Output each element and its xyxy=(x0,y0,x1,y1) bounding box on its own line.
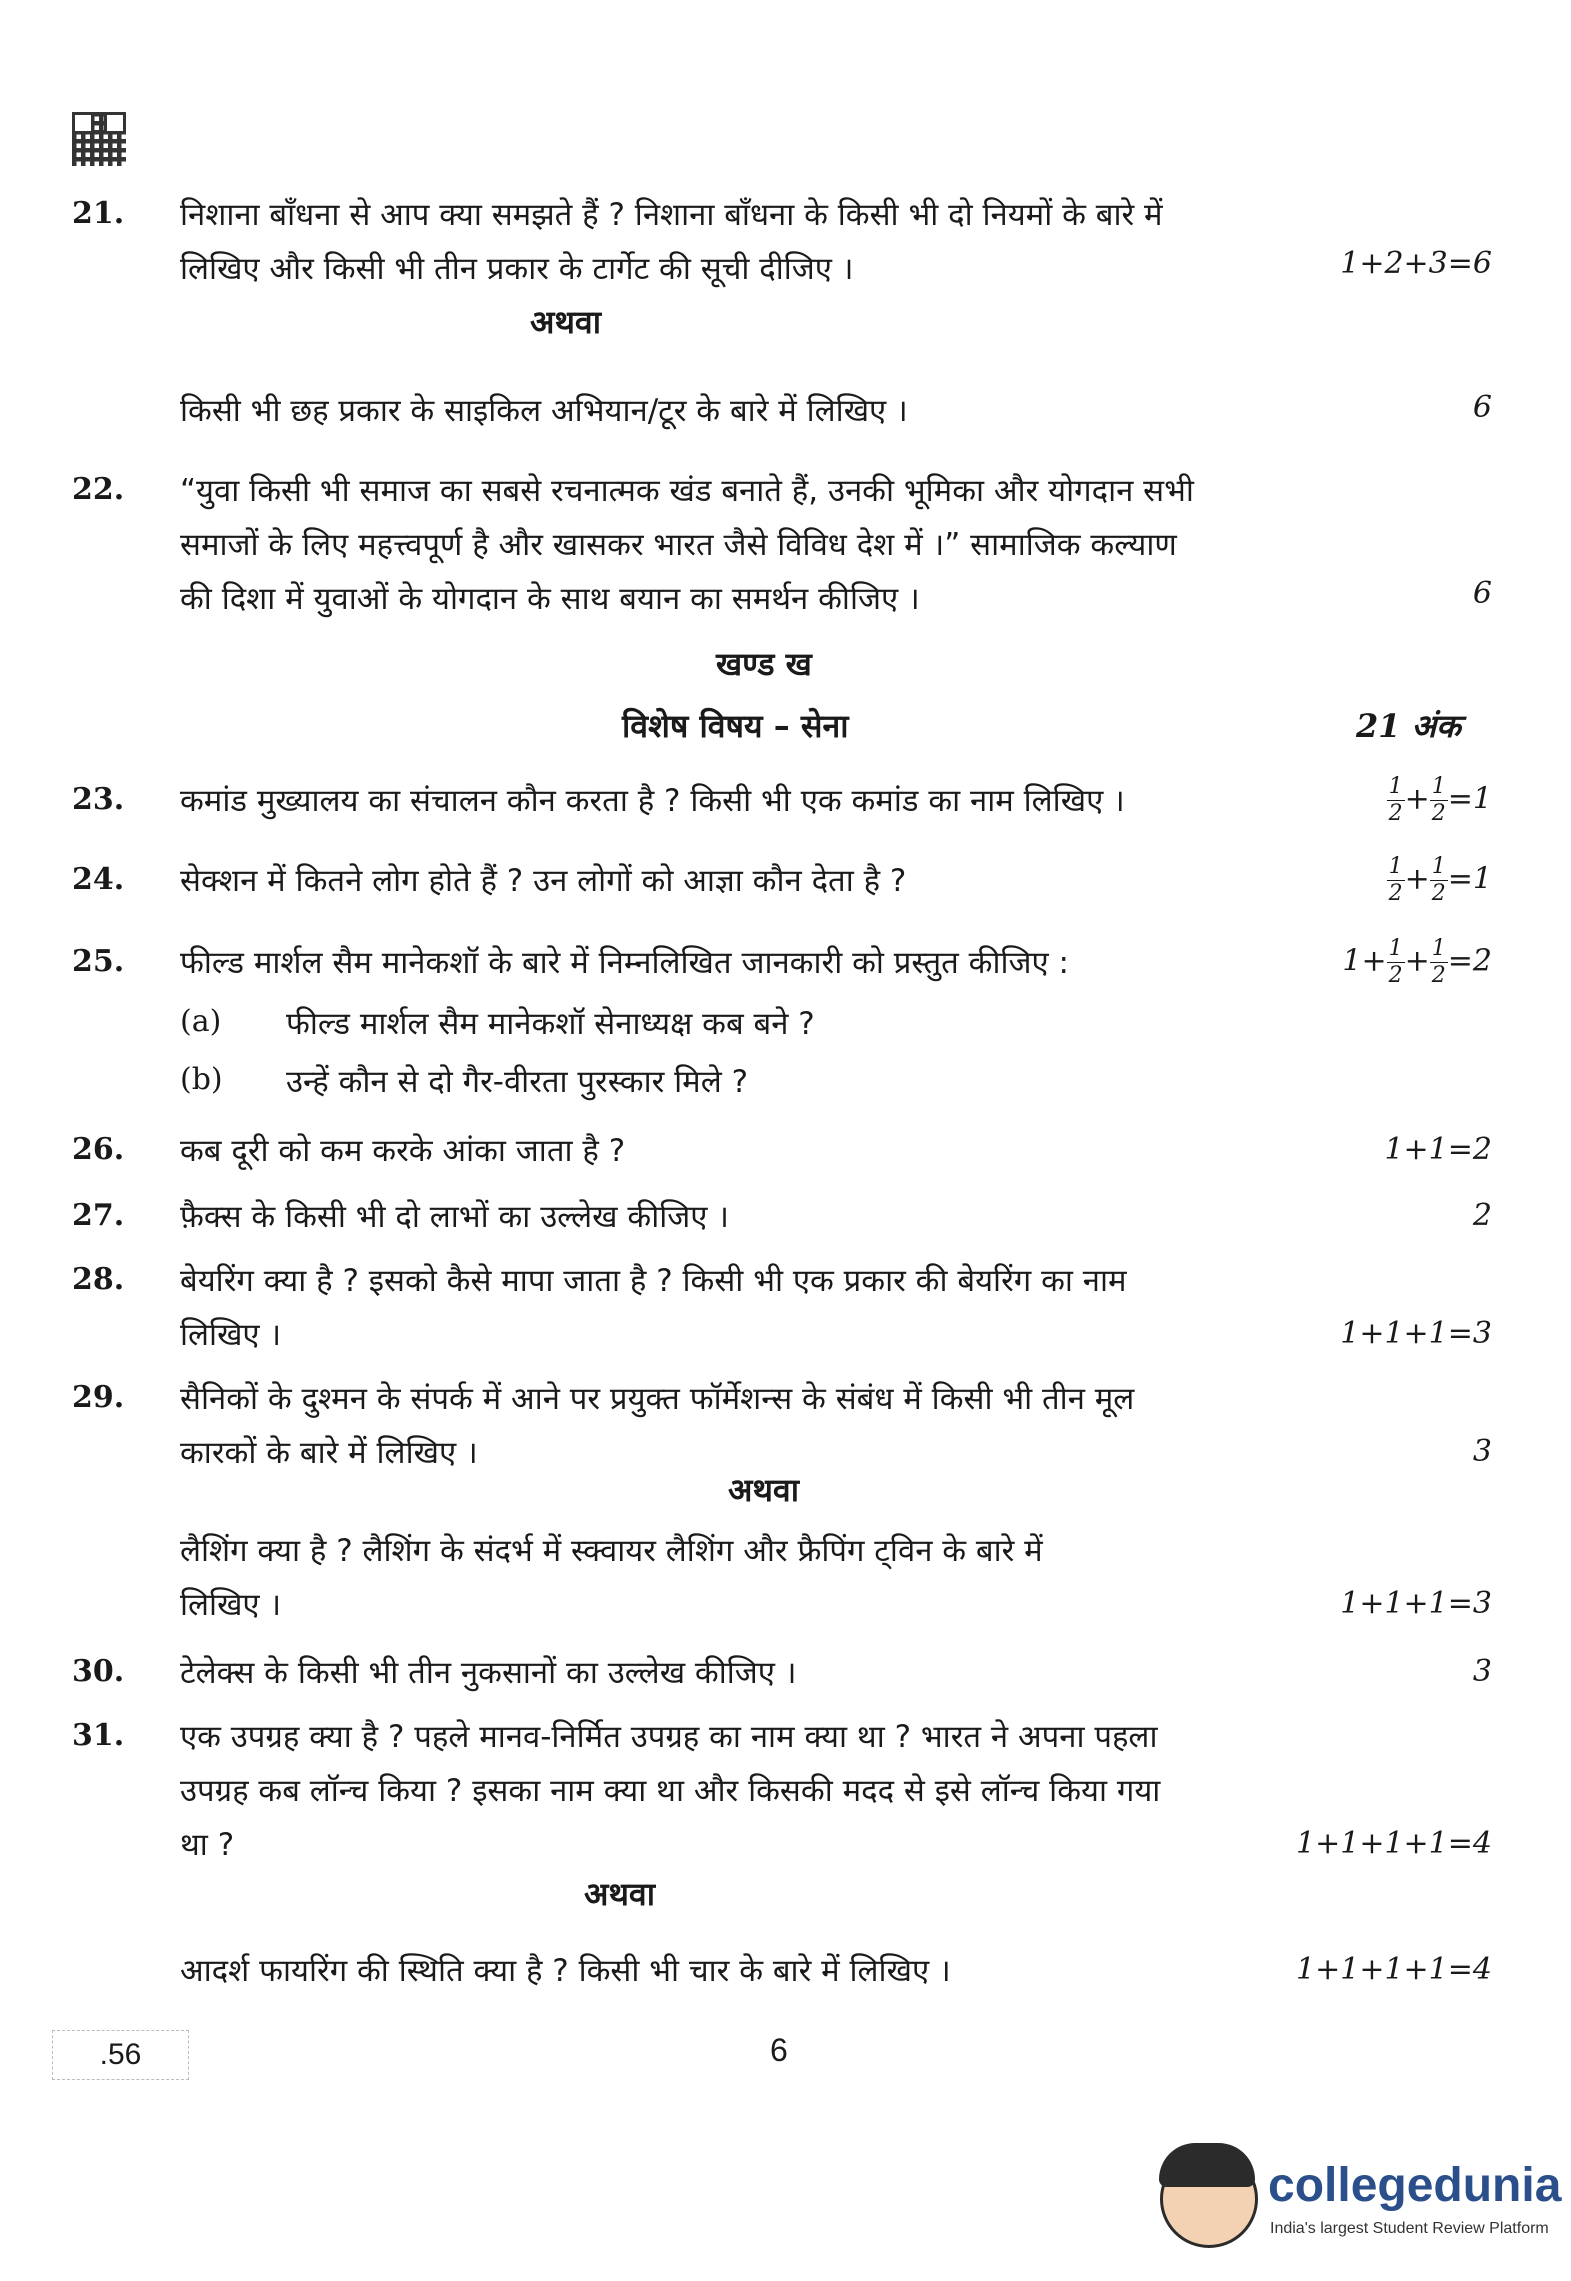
question-line: उपग्रह कब लॉन्च किया ? इसका नाम क्या था और किसकी मदद से इसे लॉन्च किया गया xyxy=(180,1773,1161,1809)
question-marks xyxy=(1342,936,1492,989)
sub-question-text: फील्ड मार्शल सैम मानेकशॉ सेनाध्यक्ष कब बने ? xyxy=(286,1006,815,1042)
qr-code-icon xyxy=(72,112,126,166)
or-label: अथवा xyxy=(584,1875,655,1913)
question-line: बेयरिंग क्या है ? इसको कैसे मापा जाता है ? किसी भी एक प्रकार की बेयरिंग का नाम xyxy=(180,1263,1127,1299)
denominator: 2 xyxy=(1431,963,1446,988)
question-number: 26. xyxy=(72,1132,125,1167)
numerator: 1 xyxy=(1388,936,1403,961)
plus-sign: + xyxy=(1404,943,1430,979)
question-text: कब दूरी को कम करके आंका जाता है ? xyxy=(180,1133,626,1169)
mascot-icon xyxy=(1160,2150,1258,2248)
question-line: की दिशा में युवाओं के योगदान के साथ बयान का समर्थन कीजिए । xyxy=(180,581,920,617)
question-text: सेक्शन में कितने लोग होते हैं ? उन लोगों को आज्ञा कौन देता है ? xyxy=(180,863,907,899)
numerator: 1 xyxy=(1431,936,1446,961)
question-line: “युवा किसी भी समाज का सबसे रचनात्मक खंड बनाते हैं, उनकी भूमिका और योगदान सभी xyxy=(180,473,1194,509)
plus-sign: + xyxy=(1404,781,1430,817)
total: =1 xyxy=(1447,861,1492,897)
fraction xyxy=(1387,774,1405,827)
denominator: 2 xyxy=(1431,881,1446,906)
question-line: निशाना बाँधना से आप क्या समझते हैं ? निशाना बाँधना के किसी भी दो नियमों के बारे में xyxy=(180,197,1163,233)
question-text xyxy=(180,1524,1410,1632)
brand-name: collegedunia xyxy=(1268,2159,1562,2212)
question-marks: 1+1+1+1=4 xyxy=(1296,1952,1492,1987)
question-number: 24. xyxy=(72,862,125,897)
whole-mark: 1+ xyxy=(1342,943,1387,979)
question-marks: 2 xyxy=(1472,1198,1492,1233)
numerator: 1 xyxy=(1388,774,1403,799)
question-line: एक उपग्रह क्या है ? पहले मानव-निर्मित उपग्रह का नाम क्या था ? भारत ने अपना पहला xyxy=(180,1719,1158,1755)
question-marks: 6 xyxy=(1472,576,1492,611)
question-number: 21. xyxy=(72,196,125,231)
fraction xyxy=(1387,936,1405,989)
numerator: 1 xyxy=(1431,854,1446,879)
question-number: 27. xyxy=(72,1198,125,1233)
question-marks xyxy=(1387,774,1492,827)
question-number: 23. xyxy=(72,782,125,817)
question-marks: 1+1+1+1=4 xyxy=(1296,1826,1492,1861)
question-text xyxy=(180,1710,1410,1872)
question-line: कारकों के बारे में लिखिए । xyxy=(180,1435,478,1471)
question-marks: 3 xyxy=(1472,1434,1492,1469)
question-line: समाजों के लिए महत्त्वपूर्ण है और खासकर भारत जैसे विविध देश में ।” सामाजिक कल्याण xyxy=(180,527,1177,563)
question-text: कमांड मुख्यालय का संचालन कौन करता है ? किसी भी एक कमांड का नाम लिखिए । xyxy=(180,783,1125,819)
question-number: 31. xyxy=(72,1718,125,1753)
fraction xyxy=(1430,774,1448,827)
question-marks: 1+1+1=3 xyxy=(1340,1586,1492,1621)
question-line: लिखिए । xyxy=(180,1317,282,1353)
question-number: 22. xyxy=(72,472,125,507)
question-text: फ़ैक्स के किसी भी दो लाभों का उल्लेख कीजिए । xyxy=(180,1199,730,1235)
sub-question-label: (b) xyxy=(180,1062,223,1097)
question-text: फील्ड मार्शल सैम मानेकशॉ के बारे में निम्नलिखित जानकारी को प्रस्तुत कीजिए : xyxy=(180,945,1069,981)
denominator: 2 xyxy=(1388,881,1403,906)
page-number: 6 xyxy=(770,2032,788,2068)
fraction xyxy=(1430,936,1448,989)
total: =2 xyxy=(1447,943,1492,979)
paper-code: .56 xyxy=(52,2030,189,2080)
question-marks: 6 xyxy=(1472,390,1492,425)
question-line: लिखिए । xyxy=(180,1587,282,1623)
question-text: आदर्श फायरिंग की स्थिति क्या है ? किसी भी चार के बारे में लिखिए । xyxy=(180,1953,951,1989)
question-text xyxy=(180,188,1410,296)
plus-sign: + xyxy=(1404,861,1430,897)
sub-question-label: (a) xyxy=(180,1004,222,1039)
denominator: 2 xyxy=(1388,963,1403,988)
question-marks xyxy=(1387,854,1492,907)
numerator: 1 xyxy=(1431,774,1446,799)
fraction xyxy=(1387,854,1405,907)
sub-question-text: उन्हें कौन से दो गैर-वीरता पुरस्कार मिले ? xyxy=(286,1064,749,1100)
or-label: अथवा xyxy=(728,1471,799,1509)
question-text xyxy=(180,1254,1410,1362)
section-subtitle: विशेष विषय – सेना xyxy=(622,707,849,745)
section-title: खण्ड ख xyxy=(716,645,812,683)
question-text: टेलेक्स के किसी भी तीन नुकसानों का उल्लेख कीजिए । xyxy=(180,1655,797,1691)
question-number: 29. xyxy=(72,1380,125,1415)
question-marks: 1+2+3=6 xyxy=(1340,246,1492,281)
question-text: किसी भी छह प्रकार के साइकिल अभियान/टूर के बारे में लिखिए । xyxy=(180,393,908,429)
question-text xyxy=(180,1372,1410,1480)
section-marks: 21 अंक xyxy=(1356,707,1461,745)
question-number: 28. xyxy=(72,1262,125,1297)
denominator: 2 xyxy=(1388,801,1403,826)
total: =1 xyxy=(1447,781,1492,817)
question-text xyxy=(180,464,1410,626)
question-number: 30. xyxy=(72,1654,125,1689)
or-label: अथवा xyxy=(530,303,601,341)
question-number: 25. xyxy=(72,944,125,979)
fraction xyxy=(1430,854,1448,907)
question-marks: 1+1+1=3 xyxy=(1340,1316,1492,1351)
question-line: लैशिंग क्या है ? लैशिंग के संदर्भ में स्क्वायर लैशिंग और फ्रैपिंग ट्विन के बारे में xyxy=(180,1533,1043,1569)
question-line: सैनिकों के दुश्मन के संपर्क में आने पर प्रयुक्त फॉर्मेशन्स के संबंध में किसी भी तीन मूल xyxy=(180,1381,1135,1417)
question-marks: 3 xyxy=(1472,1654,1492,1689)
numerator: 1 xyxy=(1388,854,1403,879)
denominator: 2 xyxy=(1431,801,1446,826)
brand-tagline: India's largest Student Review Platform xyxy=(1270,2220,1549,2237)
question-line: था ? xyxy=(180,1827,235,1863)
question-line: लिखिए और किसी भी तीन प्रकार के टार्गेट की सूची दीजिए । xyxy=(180,251,854,287)
collegedunia-logo xyxy=(1160,2140,1560,2260)
question-marks: 1+1=2 xyxy=(1384,1132,1492,1167)
